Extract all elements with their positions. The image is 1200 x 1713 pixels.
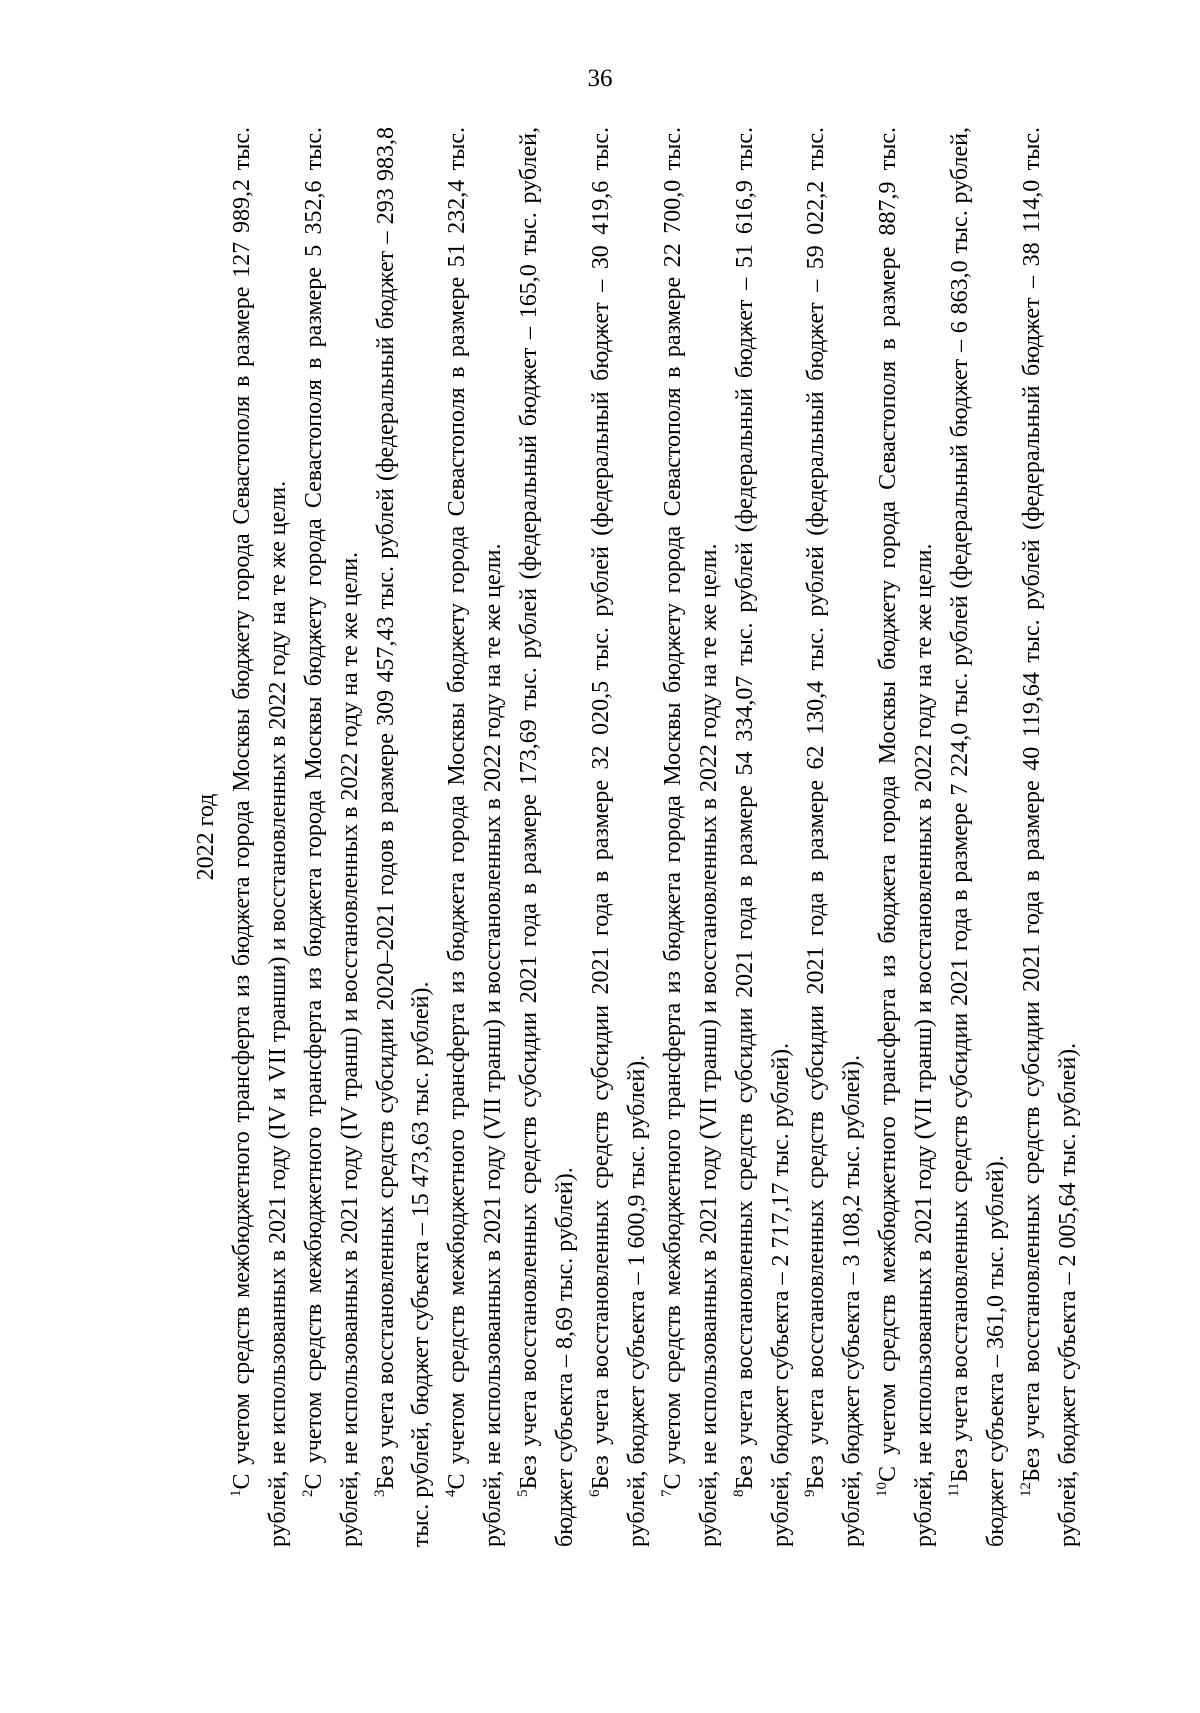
- footnote-12: [1015, 127, 1087, 1547]
- footnote-text: Без учета восстановленных средств субсидии 2020–2021 годов в размере 309 457,43 тыс. рублей (федеральный бюджет – 293 983,8 тыс. рублей, бюджет субъекта – 15 473,63 тыс. рублей).: [372, 127, 435, 1547]
- section-heading: 2022 год: [193, 793, 219, 881]
- footnote-text: Без учета восстановленных средств субсидии 2021 года в размере 40 119,64 тыс. рублей (федеральный бюджет – 38 114,0 тыс. рублей, бюджет субъекта – 2 005,64 тыс. рублей).: [1018, 127, 1081, 1547]
- page-number: 36: [587, 65, 613, 92]
- footnote-3: [369, 127, 441, 1547]
- footnote-8: [728, 127, 800, 1547]
- footnote-mark: 3: [371, 1489, 388, 1497]
- footnote-6: [584, 127, 656, 1547]
- footnote-mark: 7: [658, 1489, 675, 1497]
- footnote-text: С учетом средств межбюджетного трансферта из бюджета города Москвы бюджету города Севастополя в размере 127 989,2 тыс. рублей, не использованных в 2021 году (IV и VII транши) и восстановленных в 2022 году на те же цели.: [228, 127, 291, 1547]
- footnote-text: С учетом средств межбюджетного трансферта из бюджета города Москвы бюджету города Севастополя в размере 887,9 тыс. рублей, не использованных в 2021 году (VII транш) и восстановленных в 2022 году на те же цели.: [875, 127, 938, 1547]
- footnote-10: [871, 127, 943, 1547]
- footnote-text: Без учета восстановленных средств субсидии 2021 года в размере 7 224,0 тыс. рублей (федеральный бюджет – 6 863,0 тыс. рублей, бюджет субъекта – 361,0 тыс. рублей).: [947, 127, 1009, 1547]
- footnote-mark: 2: [299, 1489, 316, 1497]
- footnote-mark: 8: [730, 1489, 747, 1497]
- footnote-text: Без учета восстановленных средств субсидии 2021 года в размере 62 130,4 тыс. рублей (федеральный бюджет – 59 022,2 тыс. рублей, бюджет субъекта – 3 108,2 тыс. рублей).: [803, 127, 866, 1547]
- footnote-1: [225, 127, 297, 1547]
- footnote-text: Без учета восстановленных средств субсидии 2021 года в размере 32 020,5 тыс. рублей (федеральный бюджет – 30 419,6 тыс. рублей, бюджет субъекта – 1 600,9 тыс. рублей).: [587, 127, 650, 1547]
- footnote-mark: 9: [802, 1489, 819, 1497]
- footnote-2: [297, 127, 369, 1547]
- footnote-9: [799, 127, 871, 1547]
- footnote-text: Без учета восстановленных средств субсидии 2021 года в размере 173,69 тыс. рублей (федеральный бюджет – 165,0 тыс. рублей, бюджет субъекта – 8,69 тыс. рублей).: [516, 127, 579, 1547]
- footnote-11: [943, 127, 1015, 1547]
- footnote-text: Без учета восстановленных средств субсидии 2021 года в размере 54 334,07 тыс. рублей (федеральный бюджет – 51 616,9 тыс. рублей, бюджет субъекта – 2 717,17 тыс. рублей).: [731, 127, 794, 1547]
- footnote-text: С учетом средств межбюджетного трансферта из бюджета города Москвы бюджету города Севастополя в размере 51 232,4 тыс. рублей, не использованных в 2021 году (VII транш) и восстановленных в 2022 году на те же цели.: [444, 127, 507, 1547]
- footnote-mark: 5: [515, 1489, 532, 1497]
- footnote-text: С учетом средств межбюджетного трансферта из бюджета города Москвы бюджету города Севастополя в размере 22 700,0 тыс. рублей, не использованных в 2021 году (VII транш) и восстановленных в 2022 году на те же цели.: [659, 127, 722, 1547]
- footnote-5: [512, 127, 584, 1547]
- footnote-mark: 1: [227, 1489, 244, 1497]
- footnote-mark: 4: [443, 1489, 460, 1497]
- footnote-mark: 12: [1017, 1482, 1034, 1497]
- footnote-mark: 6: [586, 1489, 603, 1497]
- rotated-footnotes-block: [189, 127, 1081, 1547]
- footnote-text: С учетом средств межбюджетного трансферта из бюджета города Москвы бюджету города Севастополя в размере 5 352,6 тыс. рублей, не использованных в 2021 году (IV транш) и восстановленных в 2022 году на те же цели.: [300, 127, 363, 1547]
- footnote-mark: 10: [874, 1482, 891, 1497]
- footnote-mark: 11: [946, 1482, 963, 1497]
- footnote-7: [656, 127, 728, 1547]
- footnote-4: [440, 127, 512, 1547]
